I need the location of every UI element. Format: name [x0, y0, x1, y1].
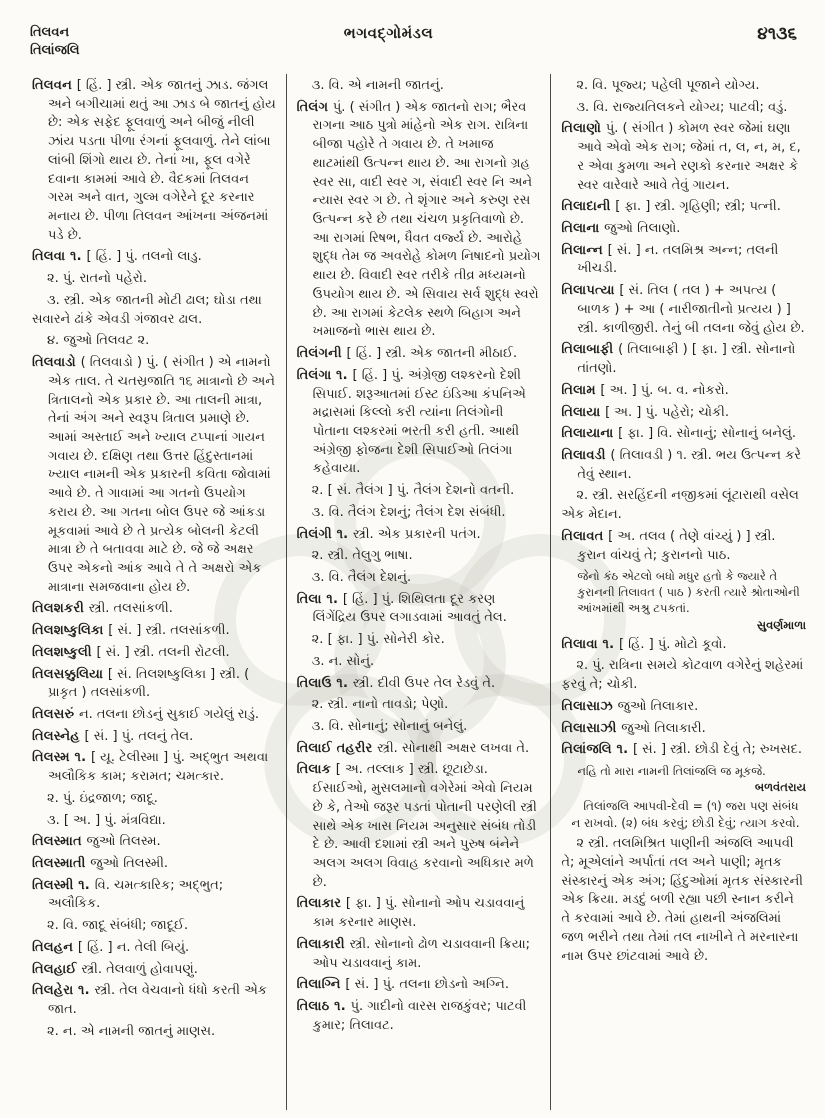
dictionary-entry: તિલાક [ અ. તલ્લાક ] સ્ત્રી. છૂટાછેડા. ઈસાઈઓ, મુસલમાનો વગેરેમાં એવો નિયમ છે કે, તેઓ જરૂર પડતાં પોતાની પરણેલી સ્ત્રી સાથે એક ખાસ નિયમ અનુસાર સંબંધ તોડી દે છે. આવી દશામાં સ્ત્રી અને પુરુષ બંનેને અલગ અલગ વિવાહ કરવાનો અધિકાર મળે છે. — [296, 762, 537, 890]
headword: તિલાસાઝ — [561, 698, 618, 714]
entry-sense: ૨. વિ. પૂજ્ય; પહેલી પૂજાને યોગ્ય. — [576, 78, 760, 93]
quote-attribution: સુવર્ણમાળા — [756, 617, 807, 632]
quote-attribution: બળવંતરાય — [754, 780, 807, 795]
page-number: ૪૧૩૬ — [757, 24, 797, 44]
headword: તિલાવડી — [561, 447, 611, 463]
dictionary-entry: તિલવન [ હિં. ] સ્ત્રી. એક જાતનું ઝાડ. જંગલ અને બગીચામાં થતું આ ઝાડ બે જાતનું હોય છે: એક સફેદ ફૂલવાળું અને બીજું નીલી ઝાંય પડતા પીળા રંગનાં ફૂલવાળું. તેને લાંબા લાંબી શિંગો થાય છે. તેનાં ખા, ફૂલ વગેરે દવાના કામમાં આવે છે. વૈદકમાં તિલવન ગરમ અને વાત, ગુલ્મ વગેરેને દૂર કરનાર મનાય છે. પીળા તિલવન આંખના અંજનમાં પડે છે. — [32, 78, 276, 243]
headword: તિલસ્નેહ — [32, 728, 85, 744]
dictionary-entry: તિલાગ્નિ [ સં. ] પું. તલના છોડનો અગ્નિ. — [296, 977, 509, 993]
dictionary-entry: તિલાબાફી ( તિલાબાફી ) [ ફા. ] સ્ત્રી. સોનાનો તાંતણો. — [561, 342, 796, 377]
dictionary-entry: તિલામ [ અ. ] પું. બ. વ. નોકરો. — [561, 382, 729, 398]
dictionary-entry: તિલંગ પું. ( સંગીત ) એક જાતનો રાગ; ભૈરવ રાગના આઠ પુત્રો માંહેનો એક રાગ. રાત્રિના બીજા પહોરે તે ગવાય છે. તે ખમાજ થાટમાંથી ઉત્પન્ન થાય છે. આ રાગનો ગ્રહ સ્વર સા, વાદી સ્વર ગ, સંવાદી સ્વર નિ અને ન્યાસ સ્વર ગ છે. તે શૃંગાર અને કરુણ રસ ઉત્પન્ન કરે છે તથા ચંચળ પ્રકૃતિવાળો છે. આ રાગમાં રિષભ, ધૈવત વર્જ્ય છે. આરોહે શુદ્ધ તેમ જ અવરોહે કોમળ નિષાદનો પ્રયોગ થાય છે. વિવાદી સ્વર તરીકે તીવ્ર મધ્યમનો ઉપયોગ થાય છે. એ સિવાય સર્વ શુદ્ધ સ્વરો છે. આ રાગમાં કેટલેક સ્થળે બિહાગ અને ખમાજનો ભાસ થાય છે. — [296, 99, 541, 340]
headword: તિલવા ૧. — [32, 249, 87, 265]
headword: તિલાંજલિ ૧. — [561, 742, 633, 758]
headword: તિલંગની — [296, 346, 347, 362]
dictionary-entry: તિલાવા ૧. [ હિં. ] પું. મોટો કૂવો. — [561, 636, 727, 652]
headword: તિલાના — [561, 221, 605, 237]
citation-quote: નહિ તો મારા નામની તિલાંજલિ જ મૂકજે. બળવંતરાય — [577, 763, 807, 795]
dictionary-entry: તિલંગી ૧. સ્ત્રી. એક પ્રકારની પતંગ. — [296, 526, 481, 542]
headword: તિલાઉ ૧. — [296, 675, 353, 691]
dictionary-entry: તિલહાઈ સ્ત્રી. તેલવાળું હોવાપણું. — [32, 961, 198, 977]
headword: તિલાક — [296, 762, 336, 778]
entry-sense: ૨. [ સં. તૈલંગ ] પું. તૈલંગ દેશનો વતની. — [311, 483, 515, 499]
dictionary-entry: તિલાવત [ અ. તલવ ( તેણે વાંચ્યું ) ] સ્ત્રી. કુરાન વાંચવું તે; કુરાનનો પાઠ. — [561, 528, 776, 563]
entry-sense: ૨. પું. રાતનો પહેરો. — [47, 271, 147, 287]
dictionary-entry: તિલાસાઝી જુઓ તિલાકારી. — [561, 720, 706, 736]
entry-sense: ૩. વિ. તૈલંગ દેશનું. — [311, 569, 412, 585]
entry-sense: ૨. સ્ત્રી. તેલુગુ ભાષા. — [311, 548, 413, 564]
headword: તિલાબાફી — [561, 342, 619, 358]
headword: તિલંગ — [296, 99, 333, 115]
headword: તિલાયાના — [561, 426, 619, 442]
headword: તિલાઠ ૧. — [296, 999, 351, 1015]
headword: તિલસ્માતી — [32, 856, 91, 872]
headword: તિલશકરી — [32, 601, 89, 617]
headword: તિલામ — [561, 382, 601, 398]
book-title: ભગવદ્ગોમંડલ — [343, 24, 434, 42]
headword: તિલંગા ૧. — [296, 367, 353, 383]
column-3 — [550, 74, 815, 1110]
headword: તિલંગી ૧. — [296, 526, 354, 542]
dictionary-entry: તિલસરું ન. તલના છોડનું સુકાઈ ગયેલું રાડું. — [32, 707, 259, 722]
headword: તિલસ્માત — [32, 834, 87, 850]
citation-quote: જેનો કંઠ એટલો બધો મધુર હતો કે જ્યારે તે કુરાનની તિલાવત ( પાઠ ) કરતી ત્યારે શ્રોતાઓની આંખમાંથી અશ્રુ ટપકતાં. સુવર્ણમાળા — [577, 569, 807, 632]
headword: તિલહાઈ — [32, 961, 82, 977]
dictionary-entry: તિલાના જુઓ તિલાણો. — [561, 221, 681, 237]
entry-sense: ૩. વિ. રાજ્યતિલકને યોગ્ય; પાટવી; વડું. — [576, 99, 788, 115]
idiom-note: તિલાંજલિ આપવી-દેવી = (૧) જરા પણ સંબંધ ન રાખવો. (૨) બંધ કરવું; છોડી દેવું; ત્યાગ કરવો. — [571, 799, 800, 831]
entry-sense: ૪. જુઓ તિલવટ ૨. — [47, 333, 150, 349]
page-header — [30, 24, 797, 59]
headword: તિલવન — [32, 78, 77, 93]
headword: તિલહન — [32, 939, 78, 955]
headword: તિલાકાર — [296, 896, 346, 912]
column-2 — [286, 74, 551, 1110]
guide-word-bottom: તિલાંજલિ — [30, 42, 80, 58]
entry-sense: ૨ સ્ત્રી. તલમિશ્રિત પાણીની અંજલિ આપવી તે; મૂએલાંને અર્પાતાં તલ અને પાણી; મૃતક સંસ્કારનું એક અંગ; હિંદુઓમાં મૃતક સંસ્કારની એક ક્રિયા. મડદું બળી રહ્યા પછી સ્નાન કરીને તે કરવામાં આવે છે. તેમાં હાથની અંજલિમાં જળ ભરીને તથા તેમાં તલ નાખીને તે મરનારના નામ ઉપર છાંટવામાં આવે છે. — [561, 836, 803, 964]
dictionary-entry: તિલશકરી સ્ત્રી. તલસાંકળી. — [32, 601, 173, 617]
headword: તિલાકારી — [296, 936, 350, 952]
dictionary-entry: તિલાયા [ અ. ] પું. પહેરો; ચોકી. — [561, 404, 730, 420]
entry-sense: ૨. [ ફા. ] પું. સોનેરી કોર. — [311, 632, 445, 648]
dictionary-entry: તિલાંજલિ ૧. [ સં. ] સ્ત્રી. છોડી દેવું તે; રુખસદ. — [561, 742, 803, 758]
headword: તિલાવા ૧. — [561, 636, 619, 652]
headword: તિલાગ્નિ — [296, 977, 346, 993]
dictionary-entry: તિલસ્મી ૧. વિ. ચમત્કારિક; અદ્ભુત; અલૌકિક. — [32, 877, 224, 912]
text-columns — [22, 74, 815, 1110]
dictionary-entry: તિલાન્ન [ સં. ] ન. તલમિશ્ર અન્ન; તલની ખીચડી. — [561, 242, 779, 277]
dictionary-entry: તિલસક્કુલિયા [ સં. તિલશષ્કુલિકા ] સ્ત્રી. ( પ્રાકૃત ) તલસાંકળી. — [32, 666, 250, 701]
headword: તિલાસાઝી — [561, 720, 622, 736]
dictionary-entry: તિલાદાની [ ફા. ] સ્ત્રી. ગૃહિણી; સ્ત્રી; પત્ની. — [561, 199, 781, 215]
column-1 — [22, 74, 286, 1110]
headword: તિલવાડો — [32, 355, 81, 371]
dictionary-entry: તિલા ૧. [ હિં. ] પું. શિથિલતા દૂર કરણ લિંગેંદ્રિય ઉપર લગાડવામાં આવતું તેલ. — [296, 591, 507, 626]
dictionary-entry: તિલસ્નેહ [ સં. ] પું. તલનું તેલ. — [32, 728, 194, 744]
dictionary-entry: તિલહન [ હિં. ] ન. તેલી બિયું. — [32, 939, 190, 955]
headword: તિલસ્મી ૧. — [32, 877, 95, 893]
entry-sense: ૩. સ્ત્રી. એક જાતની મોટી ઢાલ; ઘોડા તથા સવારને ઢાંકે એવડી ગંજાવર ઢાલ. — [32, 292, 262, 327]
dictionary-entry: તિલહેરા ૧. સ્ત્રી. તેલ વેચવાનો ધંધો કરતી એક જાત. — [32, 983, 267, 1018]
headword: તિલાવત — [561, 528, 609, 544]
dictionary-entry: તિલશષ્કુલી [ સં. ] સ્ત્રી. તલની રોટલી. — [32, 644, 230, 660]
headword: તિલસક્કુલિયા — [32, 666, 108, 682]
dictionary-entry: તિલાવડી ( તિલાવડી ) ૧. સ્ત્રી. ભય ઉત્પન્ન કરે તેવું સ્થાન. — [561, 447, 802, 482]
entry-sense: ૩. વિ. તૈલંગ દેશનું; તૈલંગ દેશ સંબંધી. — [311, 504, 506, 520]
entry-sense: ૨. સ્ત્રી. સરહિંદની નજીકમાં લૂંટારાથી વસેલ એક મેદાન. — [561, 488, 799, 523]
headword: તિલહેરા ૧. — [32, 983, 95, 999]
dictionary-entry: તિલવા ૧. [ હિં. ] પું. તલનો લાડુ. — [32, 249, 202, 265]
guide-word-top: તિલવન — [30, 25, 70, 40]
entry-sense: ૨. પું. રાત્રિના સમયે કોટવાળ વગેરેનું શહેરમાં ફરવું તે; ચોકી. — [561, 658, 804, 693]
headword: તિલાણો — [561, 121, 606, 137]
headword: તિલશષ્કુલી — [32, 644, 97, 660]
headword: તિલાપત્યા — [561, 283, 620, 299]
headword: તિલા ૧. — [296, 591, 343, 607]
dictionary-entry: તિલાસાઝ જુઓ તિલાકાર. — [561, 698, 699, 714]
dictionary-entry: તિલાકારી સ્ત્રી. સોનાનો ઢોળ ચડાવવાની ક્રિયા; ઓપ ચડાવવાનું કામ. — [296, 936, 531, 971]
headword: તિલાઈ તહરીર — [296, 740, 378, 756]
dictionary-entry: તિલાઠ ૧. પું. ગાદીનો વારસ રાજકુંવર; પાટવી કુમાર; તિલાવટ. — [296, 999, 527, 1033]
dictionary-entry: તિલવાડો ( તિલવાડો ) પું. ( સંગીત ) એ નામનો એક તાલ. તે ચતસ્રજાતિ ૧૬ માત્રાનો છે અને ત્રિતાલનો એક પ્રકાર છે. આ તાલની માત્રા, તેનાં અંગ અને સ્વરૂપ ત્રિતાલ પ્રમાણે છે. આમાં અસ્તાઈ અને ખ્યાલ ટપ્પાનાં ગાયન ગવાય છે. દક્ષિણ તથા ઉત્તર હિંદુસ્તાનમાં ખ્યાલ નામની એક પ્રકારની કવિતા જોવામાં આવે છે. તે ગાવામાં આ ગતનો ઉપયોગ કરાય છે. આ ગતના બોલ ઉપર જે આંકડા મૂકવામાં આવે છે તે પ્રત્યેક બોલની કેટલી માત્રા છે તે બતાવવા માટે છે. જે જે અક્ષર ઉપર એકનો આંક આવે તે તે અક્ષરો એક માત્રાના સમજવાના હોય છે. — [32, 355, 275, 595]
dictionary-entry: તિલાકાર [ ફા. ] પું. સોનાનો ઓપ ચડાવવાનું કામ કરનાર માણસ. — [296, 896, 525, 931]
entry-sense: ૨. પું. ઇંદ્રજાળ; જાદૂ. — [47, 790, 158, 806]
entry-sense: ૩. વિ. સોનાનું; સોનાનું બનેલું. — [311, 719, 468, 734]
dictionary-entry: તિલાપત્યા [ સં. તિલ ( તલ ) + અપત્ય ( બાળક ) + આ ( નારીજાતીનો પ્રત્યય ) ] સ્ત્રી. કાળીજીરી. તેનું બી તલના જેવું હોય છે. — [561, 283, 805, 336]
dictionary-entry: તિલંગા ૧. [ હિં. ] પું. અંગ્રેજી લશ્કરનો દેશી સિપાઈ. શરૂઆતમાં ઈસ્ટ ઇંડિઆ કંપનિએ મદ્રાસમાં કિલ્લો કરી ત્યાંના તિલંગોની પોતાના લશ્કરમાં ભરતી કરી હતી. આથી અંગ્રેજી ફોજના દેશી સિપાઈઓ તિલંગા કહેવાયા. — [296, 367, 526, 477]
dictionary-entry: તિલાણો પું. ( સંગીત ) કોમળ સ્વર જેમાં ઘણા આવે એવો એક રાગ; જેમાં ત, લ, ન, મ, દ, ર એવા કુમળા અને રણકો કરનાર અક્ષર કે સ્વર વારેવારે આવે તેવું ગાયન. — [561, 121, 801, 193]
entry-sense: ૨. વિ. જાદૂ સંબંધી; જાદૂઈ. — [47, 918, 189, 934]
entry-sense: ૩. વિ. એ નામની જાતનું. — [311, 78, 444, 93]
dictionary-entry: તિલંગની [ હિં. ] સ્ત્રી. એક જાતની મીઠાઈ. — [296, 346, 518, 362]
headword: તિલસરું — [32, 707, 79, 722]
headword: તિલશષ્કુલિકા — [32, 623, 109, 639]
dictionary-entry: તિલાયાના [ ફા. ] વિ. સોનાનું; સોનાનું બનેલું. — [561, 426, 796, 442]
headword: તિલાન્ન — [561, 242, 608, 258]
headword: તિલાયા — [561, 404, 606, 420]
dictionary-entry: તિલસ્માતી જુઓ તિલસ્મી. — [32, 856, 169, 872]
guide-words — [30, 24, 80, 59]
entry-sense: ૩. ન. સોનું. — [311, 653, 375, 669]
entry-sense: ૨. ન. એ નામની જાતનું માણસ. — [47, 1023, 216, 1039]
entry-sense: ૩. [ અ. ] પું. મંત્રવિદ્યા. — [47, 812, 166, 828]
headword: તિલસ્મ ૧. — [32, 750, 91, 766]
dictionary-entry: તિલાઈ તહરીર સ્ત્રી. સોનાથી અક્ષર લખવા તે. — [296, 740, 530, 756]
dictionary-entry: તિલસ્માત જુઓ તિલસ્મ. — [32, 834, 161, 850]
entry-sense: ૨. સ્ત્રી. નાનો તાવડો; પેણો. — [311, 697, 449, 713]
dictionary-entry: તિલાઉ ૧. સ્ત્રી. દીવી ઉપર તેલ રેડવું તે. — [296, 675, 496, 691]
headword: તિલાદાની — [561, 199, 616, 215]
dictionary-entry: તિલસ્મ ૧. [ યૂ. ટેલીસ્મા ] પું. અદ્ભુત અથવા અલૌકિક કામ; કરામત; ચમત્કાર. — [32, 750, 269, 785]
dictionary-entry: તિલશષ્કુલિકા [ સં. ] સ્ત્રી. તલસાંકળી. — [32, 623, 230, 639]
